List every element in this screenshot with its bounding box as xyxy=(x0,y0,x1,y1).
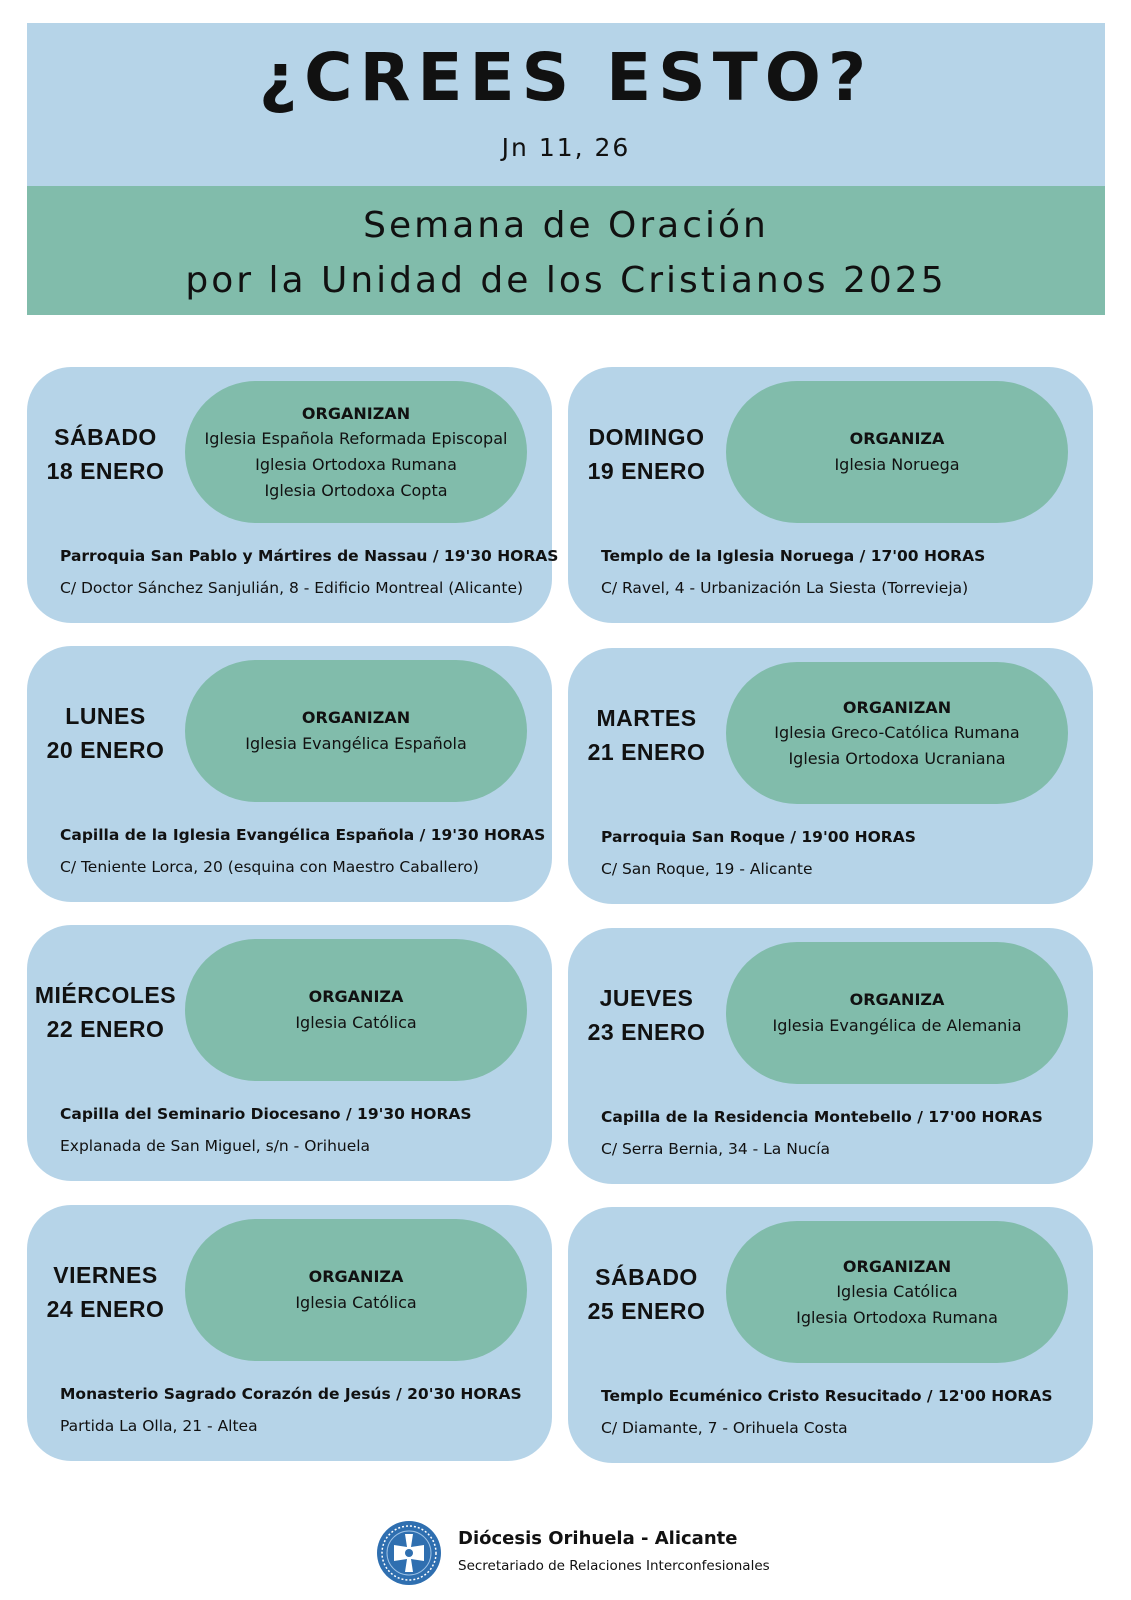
event-day: VIERNES xyxy=(53,1262,158,1289)
organizer-label: ORGANIZAN xyxy=(842,1256,952,1276)
event-date: 20 ENERO xyxy=(46,736,165,763)
organizer-label: ORGANIZAN xyxy=(842,697,952,717)
event-card xyxy=(568,367,1093,623)
footer xyxy=(376,1520,796,1586)
event-address: C/ Doctor Sánchez Sanjulián, 8 - Edificio Montreal (Alicante) xyxy=(60,579,524,597)
subtitle-line-2: por la Unidad de los Cristianos 2025 xyxy=(185,260,947,301)
event-day-block xyxy=(27,925,184,1100)
secretariat-name: Secretariado de Relaciones Interconfesionales xyxy=(458,1558,770,1574)
header-title-box xyxy=(27,23,1105,186)
event-date: 18 ENERO xyxy=(46,457,165,484)
organizer: Iglesia Ortodoxa Copta xyxy=(264,480,448,500)
event-day-block xyxy=(27,1205,184,1380)
event-address: C/ Serra Bernia, 34 - La Nucía xyxy=(601,1140,830,1158)
event-day: MIÉRCOLES xyxy=(34,982,177,1009)
event-date: 24 ENERO xyxy=(46,1295,165,1322)
event-address: C/ San Roque, 19 - Alicante xyxy=(601,860,813,878)
diocese-name: Diócesis Orihuela - Alicante xyxy=(458,1528,738,1549)
organizers-pill xyxy=(185,381,527,523)
organizers-pill xyxy=(185,939,527,1081)
organizer-label: ORGANIZA xyxy=(849,429,945,449)
event-day: JUEVES xyxy=(599,985,694,1012)
organizer: Iglesia Evangélica Española xyxy=(245,734,467,753)
organizer-label: ORGANIZAN xyxy=(301,403,411,423)
event-date: 23 ENERO xyxy=(587,1018,706,1045)
event-day: MARTES xyxy=(596,705,697,732)
event-card xyxy=(27,367,559,623)
organizer: Iglesia Greco-Católica Rumana xyxy=(774,723,1020,743)
event-card xyxy=(568,928,1093,1184)
event-day-block xyxy=(568,1207,725,1382)
subtitle-line-1: Semana de Oración xyxy=(363,205,769,246)
organizer-label: ORGANIZA xyxy=(849,990,945,1010)
event-card xyxy=(568,1207,1093,1463)
cross-seal-icon xyxy=(376,1520,442,1586)
organizer: Iglesia Católica xyxy=(836,1282,958,1302)
organizers-pill xyxy=(726,942,1068,1084)
event-day-block xyxy=(568,648,725,823)
event-card xyxy=(27,925,552,1181)
organizer: Iglesia Católica xyxy=(295,1293,417,1312)
organizer: Iglesia Ortodoxa Rumana xyxy=(796,1307,998,1327)
organizers-pill xyxy=(185,1219,527,1361)
organizer: Iglesia Evangélica de Alemania xyxy=(772,1016,1022,1035)
organizer: Iglesia Española Reformada Episcopal xyxy=(204,429,508,449)
event-address: C/ Ravel, 4 - Urbanización La Siesta (Torrevieja) xyxy=(601,579,969,597)
organizers-pill xyxy=(185,660,527,802)
event-venue: Capilla de la Residencia Montebello / 17'00 HORAS xyxy=(601,1108,1043,1126)
event-day-block xyxy=(27,367,184,542)
event-card xyxy=(27,1205,552,1461)
organizer: Iglesia Ortodoxa Ucraniana xyxy=(788,748,1006,768)
event-venue: Templo de la Iglesia Noruega / 17'00 HORAS xyxy=(601,547,986,565)
organizers-pill xyxy=(726,1221,1068,1363)
event-day: SÁBADO xyxy=(595,1264,698,1291)
event-card xyxy=(27,646,552,902)
organizer-label: ORGANIZAN xyxy=(301,708,411,728)
event-date: 25 ENERO xyxy=(587,1297,706,1324)
header-subtitle-band xyxy=(27,186,1105,315)
event-date: 19 ENERO xyxy=(587,457,706,484)
event-venue: Monasterio Sagrado Corazón de Jesús / 20'30 HORAS xyxy=(60,1385,522,1403)
organizer: Iglesia Noruega xyxy=(834,455,960,474)
bible-reference: Jn 11, 26 xyxy=(501,133,631,162)
organizers-pill xyxy=(726,381,1068,523)
organizer-label: ORGANIZA xyxy=(308,1267,404,1287)
event-day: LUNES xyxy=(65,703,146,730)
event-date: 22 ENERO xyxy=(46,1015,165,1042)
event-date: 21 ENERO xyxy=(587,738,706,765)
event-venue: Templo Ecuménico Cristo Resucitado / 12'00 HORAS xyxy=(601,1387,1053,1405)
event-address: Partida La Olla, 21 - Altea xyxy=(60,1417,258,1435)
event-day-block xyxy=(27,646,184,821)
event-card xyxy=(568,648,1093,904)
event-venue: Capilla de la Iglesia Evangélica Española / 19'30 HORAS xyxy=(60,826,546,844)
event-day: SÁBADO xyxy=(54,424,157,451)
organizers-pill xyxy=(726,662,1068,804)
event-day-block xyxy=(568,367,725,542)
event-address: Explanada de San Miguel, s/n - Orihuela xyxy=(60,1137,371,1155)
event-venue: Parroquia San Roque / 19'00 HORAS xyxy=(601,828,916,846)
page-title: ¿CREES ESTO? xyxy=(258,39,874,116)
event-venue: Capilla del Seminario Diocesano / 19'30 HORAS xyxy=(60,1105,472,1123)
organizer: Iglesia Católica xyxy=(295,1013,417,1032)
event-address: C/ Teniente Lorca, 20 (esquina con Maestro Caballero) xyxy=(60,858,479,876)
organizer-label: ORGANIZA xyxy=(308,987,404,1007)
organizer: Iglesia Ortodoxa Rumana xyxy=(255,455,457,474)
event-day: DOMINGO xyxy=(588,424,705,451)
event-address: C/ Diamante, 7 - Orihuela Costa xyxy=(601,1419,848,1437)
event-venue: Parroquia San Pablo y Mártires de Nassau / 19'30 HORAS xyxy=(60,547,559,565)
event-day-block xyxy=(568,928,725,1103)
